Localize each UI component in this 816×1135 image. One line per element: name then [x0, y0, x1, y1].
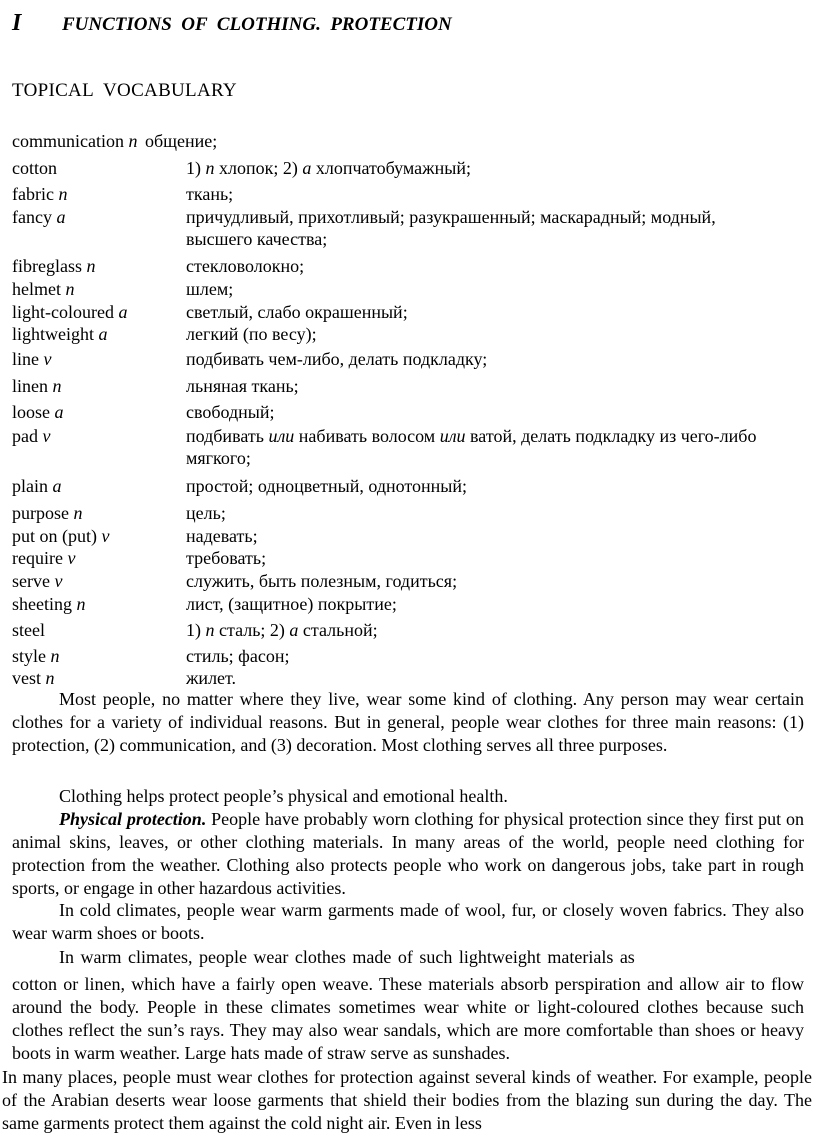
vocab-word: vest n — [12, 668, 55, 688]
vocab-translation: требовать; — [186, 548, 267, 568]
vocab-translation: лист, (защитное) покрытие; — [186, 594, 397, 614]
cold-climates-paragraph — [12, 899, 804, 945]
paragraph-cold-climates: In cold climates, people wear warm garments made of wool, fur, or closely woven fabrics. They also wear warm shoes or boots. — [12, 900, 804, 943]
vocab-word: line v — [12, 349, 52, 369]
vocab-word: cotton — [12, 158, 57, 178]
vocab-part-of-speech: v — [101, 526, 110, 546]
paragraph-purposes: Most people, no matter where they live, wear some kind of clothing. Any person may wear certain clothes for a variety of individual reasons. But in general, people wear clothes for three main reasons: (1) protection, (2) communication, and (3) decoration. Most clothing serves all three purposes. — [12, 689, 804, 755]
vocab-part-of-speech: a — [52, 476, 62, 496]
physical-protection-paragraph — [12, 808, 804, 900]
vocab-word: linen n — [12, 376, 62, 396]
vocab-translation: подбивать чем-либо, делать подкладку; — [186, 349, 488, 369]
chapter-title: FUNCTIONS OF CLOTHING. PROTECTION — [62, 14, 452, 35]
vocab-word: require v — [12, 548, 76, 568]
vocab-part-of-speech: n — [58, 184, 68, 204]
vocab-translation: причудливый, прихотливый; разукрашенный; маскарадный; модный, высшего качества; — [186, 207, 716, 249]
vocab-part-of-speech: a — [98, 324, 108, 344]
vocab-word: loose a — [12, 402, 64, 422]
warm-climates-first-line — [12, 946, 804, 969]
vocab-translation: 1) n хлопок; 2) a хлопчатобумажный; — [186, 158, 471, 178]
paragraph-warm-climates-start: In warm climates, people wear clothes made of such lightweight materials as — [59, 947, 635, 967]
vocab-word: steel — [12, 620, 45, 640]
vocab-part-of-speech: n — [73, 503, 83, 523]
section-title: TOPICAL VOCABULARY — [12, 80, 237, 101]
vocab-part-of-speech: n — [128, 131, 138, 151]
vocab-translation: жилет. — [186, 668, 237, 688]
vocab-translation: светлый, слабо окрашенный; — [186, 302, 408, 322]
vocab-part-of-speech: a — [118, 302, 128, 322]
vocab-part-of-speech: v — [43, 349, 52, 369]
vocab-word: purpose n — [12, 503, 83, 523]
vocab-word: communication n — [12, 131, 138, 151]
vocab-part-of-speech: n — [52, 376, 62, 396]
vocab-translation: общение; — [145, 131, 218, 151]
vocab-translation: свободный; — [186, 402, 275, 422]
vocab-word: light-coloured a — [12, 302, 128, 322]
vocab-word: plain a — [12, 476, 62, 496]
vocab-word: helmet n — [12, 279, 75, 299]
vocab-word: fabric n — [12, 184, 68, 204]
chapter-numeral: I — [12, 10, 22, 36]
vocab-word: sheeting n — [12, 594, 86, 614]
vocab-translation: подбивать или набивать волосом или ватой, делать подкладку из чего-либо мягкого; — [186, 426, 757, 468]
vocab-translation: простой; одноцветный, однотонный; — [186, 476, 468, 496]
intro-paragraph — [12, 688, 804, 757]
vocab-part-of-speech: n — [50, 646, 60, 666]
vocab-translation: стекловолокно; — [186, 256, 305, 276]
vocab-translation: надевать; — [186, 526, 258, 546]
vocab-word: style n — [12, 646, 60, 666]
vocab-translation: цель; — [186, 503, 226, 523]
vocab-part-of-speech: n — [45, 668, 55, 688]
vocab-part-of-speech: a — [54, 402, 64, 422]
vocab-translation: шлем; — [186, 279, 234, 299]
vocab-word: serve v — [12, 571, 63, 591]
vocab-part-of-speech: a — [56, 207, 66, 227]
vocab-part-of-speech: v — [54, 571, 63, 591]
paragraph-warm-climates-rest: cotton or linen, which have a fairly open weave. These materials absorb perspiration and allow air to flow around the body. People in these climates sometimes wear white or light-coloured clothes because such clothes reflect the sun’s rays. They may also wear sandals, which are more comfortable than shoes or heavy boots in warm weather. Large hats made of straw serve as sunshades. — [12, 974, 804, 1063]
physical-protection-body: People have probably worn clothing for physical protection since they first put on animal skins, leaves, or other clothing materials. In many areas of the world, people need clothing for protection from the weather. Clothing also protects people who work on dangerous jobs, take part in rough sports, or engage in other hazardous activities. — [12, 809, 804, 898]
vocab-translation: легкий (по весу); — [186, 324, 317, 344]
page-header — [12, 10, 452, 37]
vocab-part-of-speech: v — [42, 426, 51, 446]
vocab-word: fancy a — [12, 207, 66, 227]
vocab-translation: 1) n сталь; 2) a стальной; — [186, 620, 378, 640]
vocab-word: lightweight a — [12, 324, 108, 344]
vocab-part-of-speech: n — [86, 256, 96, 276]
vocab-translation: ткань; — [186, 184, 234, 204]
vocab-translation: льняная ткань; — [186, 376, 299, 396]
vocab-word: fibreglass n — [12, 256, 96, 276]
health-paragraph — [12, 785, 804, 808]
physical-protection-heading: Physical protection. — [59, 809, 207, 829]
vocab-translation: служить, быть полезным, годиться; — [186, 571, 458, 591]
vocab-word: put on (put) v — [12, 526, 110, 546]
warm-climates-paragraph — [12, 973, 804, 1065]
vocab-part-of-speech: n — [76, 594, 86, 614]
vocab-translation: стиль; фасон; — [186, 646, 290, 666]
vocab-word: pad v — [12, 426, 51, 446]
vocab-part-of-speech: n — [65, 279, 75, 299]
paragraph-health: Clothing helps protect people’s physical and emotional health. — [59, 786, 508, 806]
weather-paragraph — [2, 1066, 812, 1135]
vocab-part-of-speech: v — [67, 548, 76, 568]
paragraph-weather: In many places, people must wear clothes for protection against several kinds of weather. For example, people of the Arabian deserts wear loose garments that shield their bodies from the blazing sun during the day. The same garments protect them against the cold night air. Even in less — [2, 1067, 812, 1133]
